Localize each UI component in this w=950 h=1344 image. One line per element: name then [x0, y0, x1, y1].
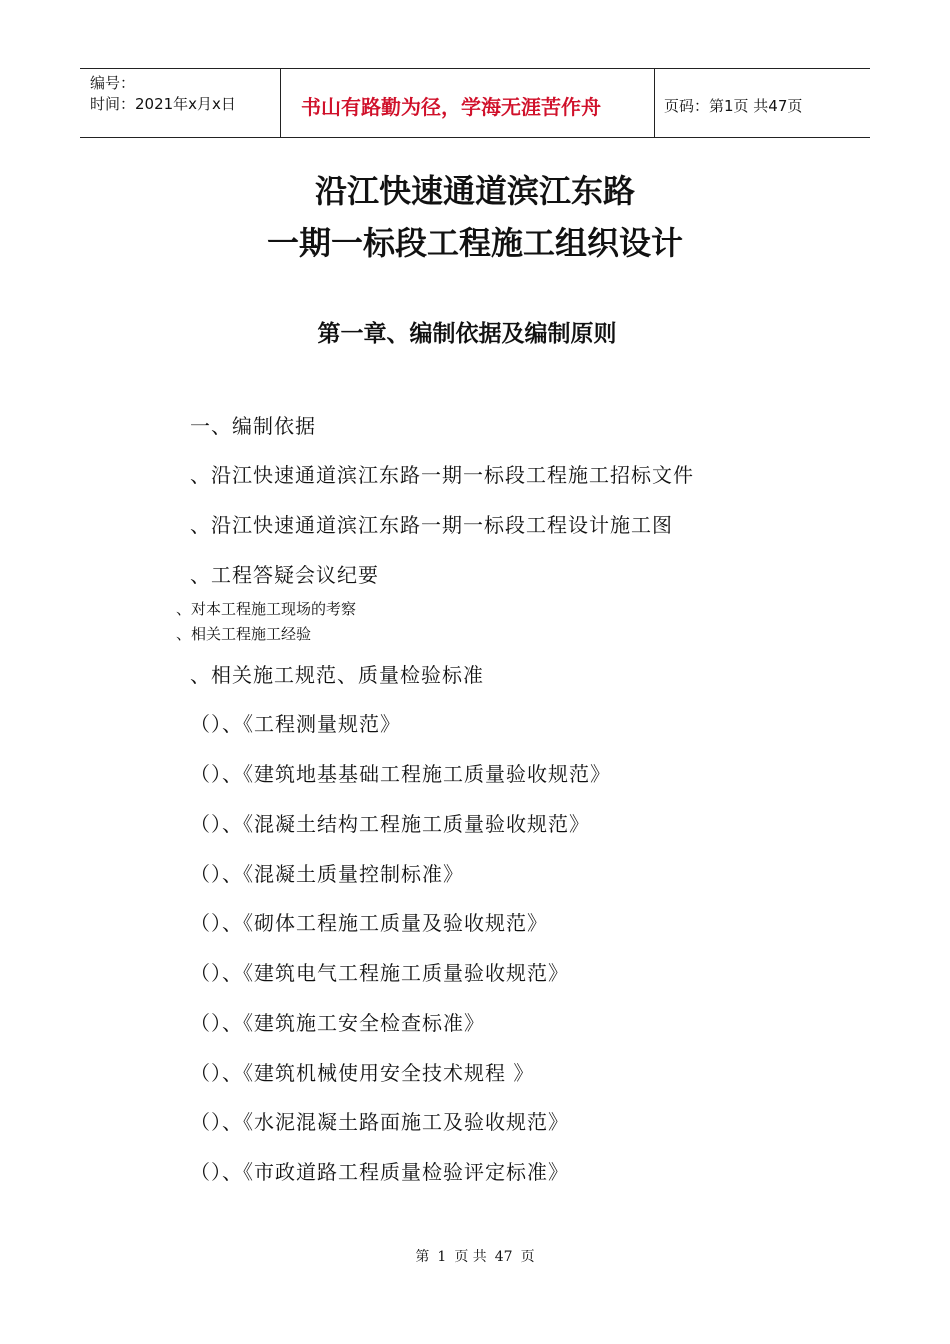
header-motto: 书山有路勤为径，学海无涯苦作舟 [301, 95, 601, 119]
document-title-line-1: 沿江快速通道滨江东路 [314, 172, 635, 210]
document-title-line-2: 一期一标段工程施工组织设计 [266, 224, 683, 262]
standard-item: （）、《混凝土质量控制标准》 [190, 862, 464, 886]
document-number-label: 编号： [90, 74, 136, 92]
standard-item: （）、《建筑施工安全检查标准》 [190, 1011, 485, 1035]
document-time-label: 时间：2021年x月x日 [90, 95, 236, 113]
basis-item: 、沿江快速通道滨江东路一期一标段工程施工招标文件 [190, 463, 694, 487]
standard-item: （）、《工程测量规范》 [190, 712, 401, 736]
standard-item: （）、《建筑机械使用安全技术规程 》 [190, 1061, 535, 1085]
basis-item-small: 、相关工程施工经验 [176, 625, 312, 643]
standard-item: （）、《建筑地基基础工程施工质量验收规范》 [190, 762, 611, 786]
standard-item: （）、《建筑电气工程施工质量验收规范》 [190, 961, 569, 985]
header-meta-cell [80, 69, 281, 137]
page-header [80, 68, 870, 138]
footer-prefix: 第 [415, 1249, 430, 1265]
footer-mid: 页 共 [454, 1249, 487, 1265]
standard-item: （）、《水泥混凝土路面施工及验收规范》 [190, 1110, 569, 1134]
standard-item: （）、《砌体工程施工质量及验收规范》 [190, 911, 548, 935]
chapter-title: 第一章、编制依据及编制原则 [317, 321, 617, 347]
page-footer [0, 1246, 950, 1266]
header-page-cell [655, 69, 870, 137]
standard-item: （）、《市政道路工程质量检验评定标准》 [190, 1160, 569, 1184]
footer-suffix: 页 [520, 1249, 535, 1265]
standards-heading: 、相关施工规范、质量检验标准 [190, 663, 484, 687]
basis-item: 、工程答疑会议纪要 [190, 563, 379, 587]
footer-page-number: 1 [437, 1249, 447, 1265]
footer-total-pages: 47 [494, 1249, 513, 1265]
standard-item: （）、《混凝土结构工程施工质量验收规范》 [190, 812, 590, 836]
basis-item-small: 、对本工程施工现场的考察 [176, 600, 357, 618]
header-motto-cell [281, 69, 655, 137]
header-page-info: 页码：第1页 共47页 [664, 97, 803, 115]
section-heading: 一、编制依据 [190, 414, 316, 438]
basis-item: 、沿江快速通道滨江东路一期一标段工程设计施工图 [190, 513, 673, 537]
